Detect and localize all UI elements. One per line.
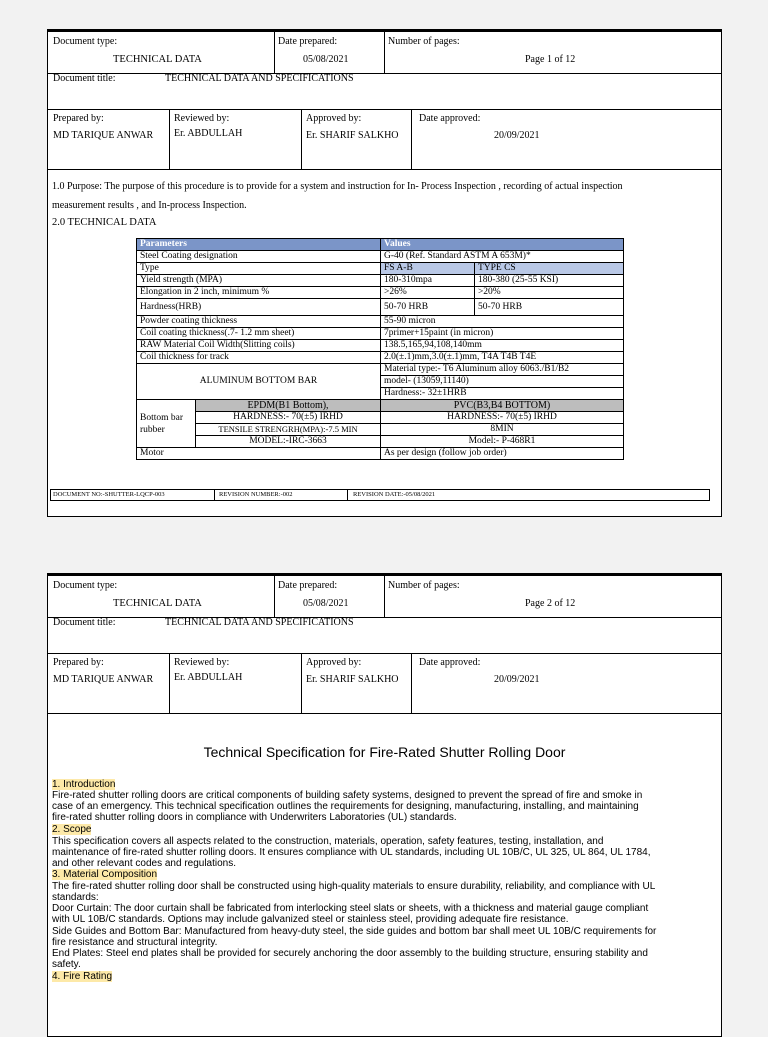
- reviewed-by-label: Reviewed by:: [174, 657, 230, 668]
- approved-by-value: Er. SHARIF SALKHO: [306, 130, 399, 141]
- technical-data-table: [136, 238, 624, 460]
- value-cell: 138.5,165,94,108,140mm: [381, 340, 624, 352]
- doc-title-value: TECHNICAL DATA AND SPECIFICATIONS: [165, 73, 354, 84]
- prepared-by-value: MD TARIQUE ANWAR: [53, 130, 154, 141]
- approved-by-label: Approved by:: [306, 657, 362, 668]
- value-cell: HARDNESS:- 70(±5) IRHD: [196, 412, 381, 424]
- param-cell: RAW Material Coil Width(Slitting coils): [137, 340, 381, 352]
- date-prepared-label: Date prepared:: [278, 36, 338, 47]
- epdm-header: EPDM(B1 Bottom),: [196, 400, 381, 412]
- text-line: case of an emergency. This technical specification outlines the requirements for designing, manufacturing, installing, and maintaining: [52, 801, 639, 812]
- value-cell: MODEL:-IRC-3663: [196, 436, 381, 448]
- values-header: Values: [381, 239, 624, 251]
- text-line: fire-rated shutter rolling doors in compliance with Underwriters Laboratories (UL) standards.: [52, 812, 457, 823]
- bottom-bar-label-1: Bottom bar: [140, 412, 184, 423]
- prepared-by-label: Prepared by:: [53, 113, 104, 124]
- section-heading-fire-rating: 4. Fire Rating: [52, 971, 113, 982]
- parameters-header: Parameters: [137, 239, 381, 251]
- value-cell: TENSILE STRENGRH(MPA):-7.5 MIN: [196, 424, 381, 436]
- section-technical-data-heading: 2.0 TECHNICAL DATA: [52, 217, 157, 228]
- section-heading-introduction: 1. Introduction: [52, 779, 116, 790]
- value-cell: HARDNESS:- 70(±5) IRHD: [381, 412, 624, 424]
- doc-type-value: TECHNICAL DATA: [113, 54, 202, 65]
- value-cell: 8MIN: [381, 424, 624, 436]
- text-line: and other relevant codes and regulations.: [52, 858, 237, 869]
- approved-by-label: Approved by:: [306, 113, 362, 124]
- document-page-2: [47, 573, 722, 1037]
- value-cell: TYPE CS: [474, 263, 623, 275]
- approved-by-value: Er. SHARIF SALKHO: [306, 674, 399, 685]
- pvc-header: PVC(B3,B4 BOTTOM): [381, 400, 624, 412]
- aluminum-bottom-bar-cell: ALUMINUM BOTTOM BAR: [137, 364, 381, 400]
- text-line: fire resistance and structural integrity.: [52, 937, 218, 948]
- param-cell: Coil coating thickness(.7- 1.2 mm sheet): [137, 328, 381, 340]
- value-cell: 50-70 HRB: [381, 299, 475, 316]
- reviewed-by-value: Er. ABDULLAH: [174, 128, 243, 139]
- doc-title-value: TECHNICAL DATA AND SPECIFICATIONS: [165, 617, 354, 628]
- reviewed-by-value: Er. ABDULLAH: [174, 672, 243, 683]
- text-line: The fire-rated shutter rolling door shall be constructed using high-quality materials to ensure durability, reliability, and compliance with UL: [52, 881, 656, 892]
- doc-type-label: Document type:: [53, 36, 118, 47]
- value-cell: 180-310mpa: [381, 275, 475, 287]
- footer-revision-number: REVISION NUMBER:-002: [219, 491, 293, 498]
- header-block: [48, 576, 721, 714]
- specification-title: Technical Specification for Fire-Rated Shutter Rolling Door: [203, 744, 566, 760]
- value-cell: >20%: [474, 287, 623, 299]
- value-cell: 2.0(±.1)mm,3.0(±.1)mm, T4A T4B T4E: [381, 352, 624, 364]
- value-cell: 7primer+15paint (in micron): [381, 328, 624, 340]
- value-cell: model- (13059,11140): [381, 376, 624, 388]
- param-cell: Motor: [137, 448, 381, 460]
- number-of-pages-label: Number of pages:: [388, 580, 460, 591]
- value-cell: G-40 (Ref. Standard ASTM A 653M)*: [381, 251, 624, 263]
- param-cell: Steel Coating designation: [137, 251, 381, 263]
- footer-doc-number: DOCUMENT NO:-SHUTTER-LQCP-003: [53, 491, 165, 498]
- prepared-by-label: Prepared by:: [53, 657, 104, 668]
- page-count: Page 1 of 12: [525, 54, 576, 65]
- doc-title-label: Document title:: [53, 73, 116, 84]
- reviewed-by-label: Reviewed by:: [174, 113, 230, 124]
- bottom-bar-label-2: rubber: [140, 424, 165, 435]
- value-cell: Model:- P-468R1: [381, 436, 624, 448]
- section-heading-scope: 2. Scope: [52, 824, 92, 835]
- doc-type-value: TECHNICAL DATA: [113, 598, 202, 609]
- param-cell: Hardness(HRB): [137, 299, 381, 316]
- date-prepared-value: 05/08/2021: [303, 598, 349, 609]
- text-line: with UL 10B/C standards. Options may include galvanized steel or stainless steel, providing adequate fire resistance.: [52, 914, 569, 925]
- doc-title-label: Document title:: [53, 617, 116, 628]
- section-heading-material-composition: 3. Material Composition: [52, 869, 158, 880]
- purpose-line-2: measurement results , and In-process Inspection.: [52, 200, 247, 211]
- date-approved-label: Date approved:: [419, 113, 481, 124]
- header-block: [48, 32, 721, 170]
- value-cell: 55-90 micron: [381, 316, 624, 328]
- prepared-by-value: MD TARIQUE ANWAR: [53, 674, 154, 685]
- text-line: Side Guides and Bottom Bar: Manufactured from heavy-duty steel, the side guides and bottom bar shall meet UL 10B/C requirements for: [52, 926, 657, 937]
- bottom-bar-rubber-cell: [137, 400, 196, 448]
- value-cell: 50-70 HRB: [474, 299, 623, 316]
- document-footer: [50, 489, 710, 501]
- text-line: Fire-rated shutter rolling doors are critical components of building safety systems, designed to prevent the spread of fire and smoke in: [52, 790, 643, 801]
- purpose-line-1: 1.0 Purpose: The purpose of this procedure is to provide for a system and instruction for In- Process Inspection , recording of actual inspection: [52, 181, 623, 192]
- date-prepared-label: Date prepared:: [278, 580, 338, 591]
- value-cell: As per design (follow job order): [381, 448, 624, 460]
- date-approved-value: 20/09/2021: [494, 130, 540, 141]
- number-of-pages-label: Number of pages:: [388, 36, 460, 47]
- param-cell: Coil thickness for track: [137, 352, 381, 364]
- value-cell: 180-380 (25-55 KSI): [474, 275, 623, 287]
- text-line: standards:: [52, 892, 99, 903]
- text-line: This specification covers all aspects related to the construction, materials, operation, safety features, testing, installation, and: [52, 836, 604, 847]
- doc-type-label: Document type:: [53, 580, 118, 591]
- value-cell: Hardness:- 32±1HRB: [381, 388, 624, 400]
- value-cell: Material type:- T6 Aluminum alloy 6063./B1/B2: [381, 364, 624, 376]
- text-line: Door Curtain: The door curtain shall be fabricated from interlocking steel slats or sheets, with a thickness and material gauge compliant: [52, 903, 649, 914]
- text-line: safety.: [52, 959, 81, 970]
- value-cell: >26%: [381, 287, 475, 299]
- value-cell: FS A-B: [381, 263, 475, 275]
- page-count: Page 2 of 12: [525, 598, 576, 609]
- date-approved-value: 20/09/2021: [494, 674, 540, 685]
- footer-revision-date: REVISION DATE:-05/08/2021: [353, 491, 436, 498]
- date-prepared-value: 05/08/2021: [303, 54, 349, 65]
- date-approved-label: Date approved:: [419, 657, 481, 668]
- param-cell: Elongation in 2 inch, minimum %: [137, 287, 381, 299]
- param-cell: Powder coating thickness: [137, 316, 381, 328]
- param-cell: Type: [137, 263, 381, 275]
- document-page-1: [47, 29, 722, 517]
- text-line: End Plates: Steel end plates shall be provided for securely anchoring the door assembly to the building structure, ensuring stability and: [52, 948, 648, 959]
- param-cell: Yield strength (MPA): [137, 275, 381, 287]
- text-line: maintenance of fire-rated shutter rolling doors. It ensures compliance with UL standards, including UL 10B/C, UL 325, UL 864, UL 1784,: [52, 847, 651, 858]
